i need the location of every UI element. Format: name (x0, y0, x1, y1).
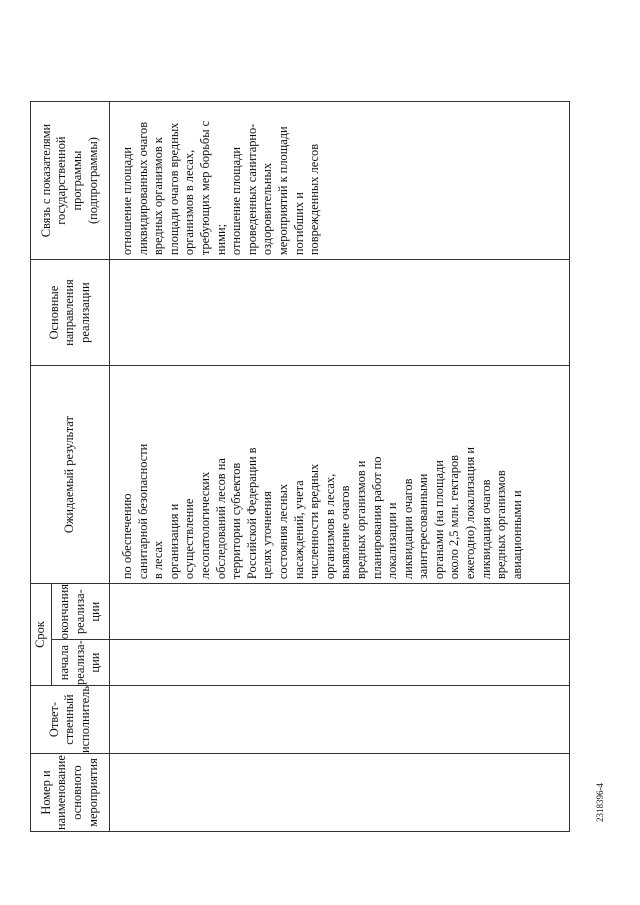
rotated-page (30, 12, 605, 832)
header-term-end: окончания реализа- ции (52, 584, 110, 640)
header-term-start: начала реализа- ции (52, 640, 110, 686)
cell-indicators-link: отношение площади ликвидированных очагов вредных организмов к площади очагов вредных организмов в лесах, требующих мер борьбы с ними; отношение площади проведенных санитарно- оздоровительных мероприятий к площади погибших и поврежденных лесов (110, 102, 570, 260)
program-table (30, 101, 570, 832)
header-expected-result: Ожидаемый результат (31, 366, 110, 584)
header-term: Срок (31, 584, 52, 686)
cell-term-start (110, 640, 570, 686)
header-main-directions: Основные направления реализации (31, 260, 110, 366)
header-responsible: Ответ- ственный исполнитель (31, 686, 110, 754)
cell-expected-result: по обеспечению санитарной безопасности в лесах организация и осуществление лесопатологических обследований лесов на территории субъектов Российской Федерации в целях уточнения состояния лесных насаждений, учета численности вредных организмов в лесах, выявление очагов вредных организмов и планирования работ по локализации и ликвидации очагов заинтересованными органами (на площади около 2,5 млн. гектаров ежегодно) локализация и ликвидация очагов вредных организмов авиационными и (110, 366, 570, 584)
cell-number-name (110, 754, 570, 832)
document-code: 2318396-4 (595, 783, 605, 822)
cell-responsible (110, 686, 570, 754)
header-indicators-link: Связь с показателями государственной программы (подпрограммы) (31, 102, 110, 260)
header-number-name: Номер и наименование основного мероприятия (31, 754, 110, 832)
cell-main-directions (110, 260, 570, 366)
cell-term-end (110, 584, 570, 640)
